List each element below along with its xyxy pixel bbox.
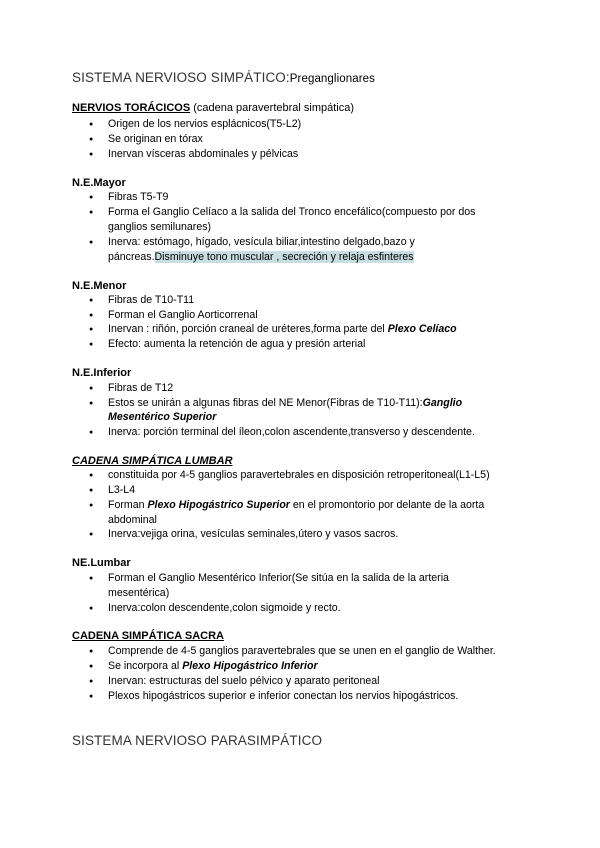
ne-inferior-item-2-text: Estos se unirán a algunas fibras del NE Menor(Fibras de T10-T11):: [108, 397, 423, 409]
sacral-chain-item-2: [108, 659, 528, 674]
ganglio-term: Ganglio: [422, 397, 463, 409]
thoracic-item-2: ● Se originan en tórax: [108, 132, 528, 147]
lumbar-chain-item-2: ● L3-L4: [108, 483, 528, 498]
highlighted-text: Disminuye tono muscular , secreción y relaja esfinteres: [154, 251, 414, 263]
ne-inferior-item-3: ● Inerva: porción terminal del íleon,colon ascendente,transverso y descendente.: [108, 425, 528, 440]
mesenterico-superior-term: Mesentérico Superior: [108, 411, 217, 423]
plexo-celiaco-term: Plexo Celíaco: [387, 323, 457, 335]
lumbar-chain-item-3-b: en el promontorio por delante de la aorta: [289, 499, 485, 511]
lumbar-chain-heading: CADENA SIMPÁTICA LUMBAR: [72, 455, 233, 467]
thoracic-item-3: ● Inervan vísceras abdominales y pélvicas: [108, 147, 528, 162]
ne-lumbar-item-1-cont: mesentérica): [108, 587, 170, 599]
ne-menor-item-2: ● Forman el Ganglio Aorticorrenal: [108, 308, 528, 323]
sacral-chain-item-2-text: Se incorpora al: [108, 660, 183, 672]
ne-mayor-pancreas: páncreas.: [108, 251, 155, 263]
ne-mayor-item-2: ● Forma el Ganglio Celíaco a la salida del Tronco encefálico(compuesto por dos: [108, 205, 528, 220]
thoracic-item-1: ● Origen de los nervios esplácnicos(T5-L2): [108, 117, 528, 132]
ne-mayor-heading: N.E.Mayor: [72, 177, 126, 189]
ne-inferior-item-2-cont: [108, 410, 528, 425]
lumbar-chain-item-3-a: Forman: [108, 499, 148, 511]
sacral-chain-item-1: ● Comprende de 4-5 ganglios paravertebrales que se unen en el ganglio de Walther.: [108, 644, 528, 659]
thoracic-heading-text: NERVIOS TORÁCICOS: [72, 102, 191, 114]
ne-mayor-item-1: ● Fibras T5-T9: [108, 190, 528, 205]
ne-menor-item-4: ● Efecto: aumenta la retención de agua y presión arterial: [108, 337, 528, 352]
ne-lumbar-item-1: ● Forman el Ganglio Mesentérico Inferior(Se sitúa en la salida de la arteria: [108, 571, 528, 586]
ne-mayor-item-3: ● Inerva: estómago, hígado, vesícula biliar,intestino delgado,bazo y: [108, 235, 528, 250]
lumbar-chain-item-4: ● Inerva:vejiga orina, vesículas seminales,útero y vasos sacros.: [108, 527, 528, 542]
ne-mayor-item-2-cont: ganglios semilunares): [108, 221, 212, 233]
lumbar-chain-item-3-cont: abdominal: [108, 514, 157, 526]
lumbar-chain-item-1: ● constituida por 4-5 ganglios paravertebrales en disposición retroperitoneal(L1-L5): [108, 468, 528, 483]
ne-menor-item-3-text: Inervan : riñón, porción craneal de uréteres,forma parte del: [108, 323, 388, 335]
ne-inferior-item-2: [108, 396, 528, 411]
sympathetic-title-main: SISTEMA NERVIOSO SIMPÁTICO:: [72, 70, 290, 85]
sympathetic-title-sub: Preganglionares: [289, 73, 376, 85]
sacral-chain-item-4: ● Plexos hipogástricos superior e inferior conectan los nervios hipogástricos.: [108, 689, 528, 704]
ne-menor-item-3: [108, 322, 528, 337]
sacral-chain-item-3: ● Inervan: estructuras del suelo pélvico y aparato peritoneal: [108, 674, 528, 689]
lumbar-chain-item-3: [108, 498, 528, 513]
ne-menor-item-1: ● Fibras de T10-T11: [108, 293, 528, 308]
ne-inferior-heading: N.E.Inferior: [72, 367, 132, 379]
thoracic-heading: [72, 102, 354, 114]
sacral-chain-heading: CADENA SIMPÁTICA SACRA: [72, 630, 224, 642]
ne-inferior-item-1: ● Fibras de T12: [108, 381, 528, 396]
thoracic-heading-note: (cadena paravertebral simpática): [190, 102, 355, 114]
ne-mayor-item-3-cont: [108, 250, 528, 265]
parasympathetic-title: SISTEMA NERVIOSO PARASIMPÁTICO: [72, 733, 323, 748]
ne-menor-heading: N.E.Menor: [72, 280, 127, 292]
plexo-hipogastrico-inferior-term: Plexo Hipogástrico Inferior: [182, 660, 318, 672]
sympathetic-title: [72, 70, 375, 85]
plexo-hipogastrico-superior-term: Plexo Hipogástrico Superior: [147, 499, 290, 511]
ne-lumbar-item-2: ● Inerva:colon descendente,colon sigmoide y recto.: [108, 601, 528, 616]
ne-lumbar-heading: NE.Lumbar: [72, 557, 131, 569]
